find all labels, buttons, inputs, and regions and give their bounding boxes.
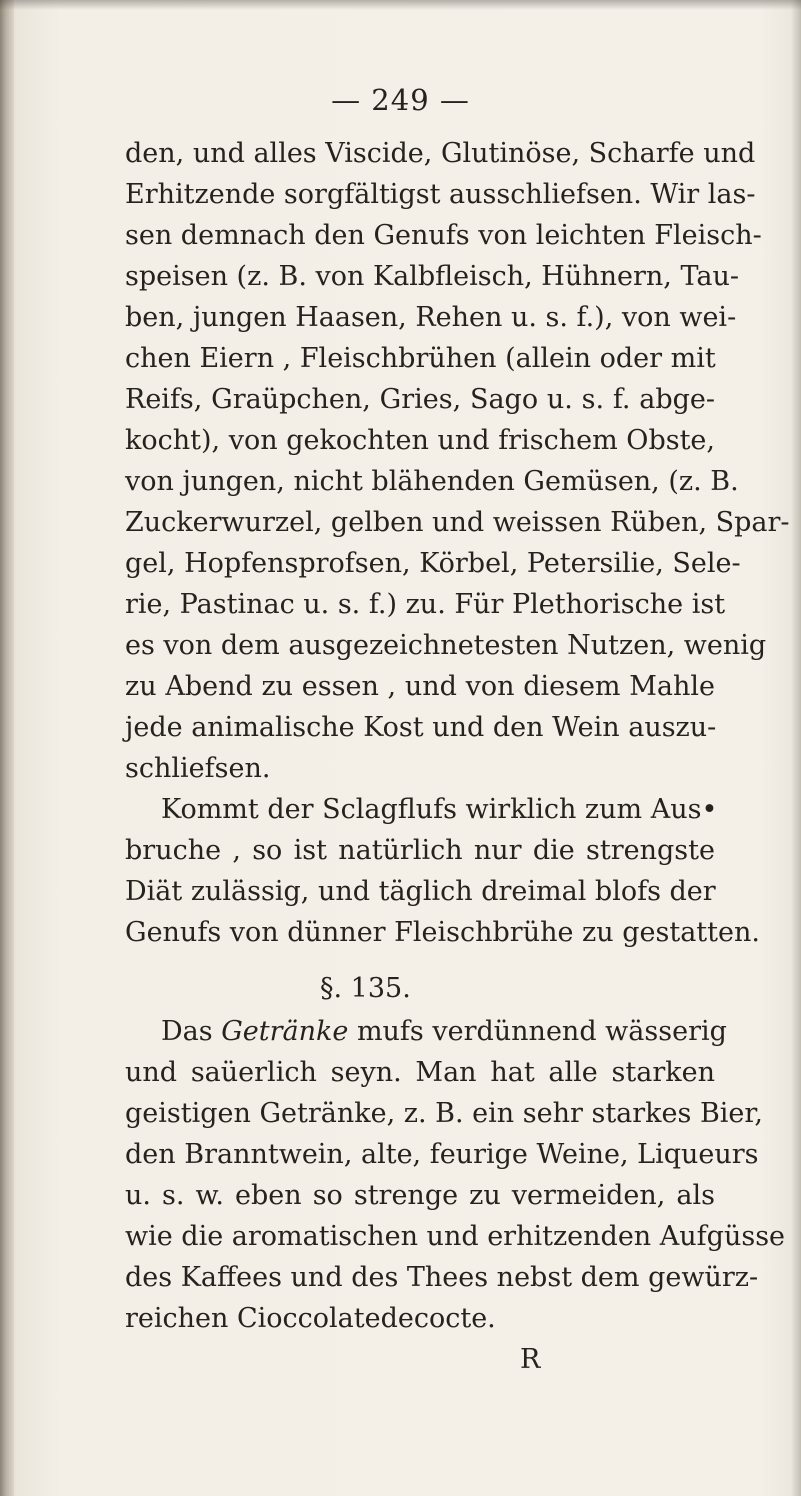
- paragraph-1: [125, 133, 790, 789]
- text-line: jede animalische Kost und den Wein auszu-: [125, 712, 717, 743]
- text-line: zu Abend zu essen , und von diesem Mahle: [125, 671, 715, 702]
- text-line: Reifs, Graüpchen, Gries, Sago u. s. f. abge-: [125, 384, 715, 415]
- text-line: es von dem ausgezeichnetesten Nutzen, wenig: [125, 630, 767, 661]
- text-line: gel, Hopfensprofsen, Körbel, Petersilie, Sele-: [125, 548, 741, 579]
- text-line: Erhitzende sorgfältigst ausschliefsen. Wir las-: [125, 179, 756, 210]
- page-number-header: — 249 —: [331, 83, 470, 117]
- page-right-edge: [791, 0, 801, 1496]
- text-line: speisen (z. B. von Kalbfleisch, Hühnern, Tau-: [125, 261, 739, 292]
- text-line: [125, 1011, 727, 1052]
- text-line: Diät zulässig, und täglich dreimal blofs der: [125, 876, 716, 907]
- text-line: u. s. w. eben so strenge zu vermeiden, als: [125, 1180, 715, 1211]
- section-number: §. 135.: [320, 973, 411, 1004]
- text-line: und saüerlich seyn. Man hat alle starken: [125, 1057, 715, 1088]
- text-run: mufs verdünnend wässerig: [356, 1016, 727, 1047]
- page-text: [125, 133, 790, 1380]
- text-line: den Branntwein, alte, feurige Weine, Liqueurs: [125, 1139, 759, 1170]
- text-line: Zuckerwurzel, gelben und weissen Rüben, Spar-: [125, 507, 790, 538]
- text-line: chen Eiern , Fleischbrühen (allein oder mit: [125, 343, 716, 374]
- text-line: bruche , so ist natürlich nur die strengste: [125, 835, 715, 866]
- text-line: schliefsen.: [125, 753, 271, 784]
- text-run: Das: [161, 1016, 213, 1047]
- text-line: des Kaffees und des Thees nebst dem gewürz-: [125, 1262, 759, 1293]
- paragraph-3: [125, 1011, 786, 1339]
- italic-term: Getränke: [221, 1016, 349, 1047]
- paragraph-2: [125, 789, 760, 953]
- catchword: R: [520, 1344, 541, 1375]
- page-top-edge: [0, 0, 801, 10]
- text-line: wie die aromatischen und erhitzenden Aufgüsse: [125, 1221, 786, 1252]
- text-line: sen demnach den Genufs von leichten Fleisch-: [125, 220, 762, 251]
- text-line: rie, Pastinac u. s. f.) zu. Für Plethorische ist: [125, 589, 726, 620]
- text-line: den, und alles Viscide, Glutinöse, Scharfe und: [125, 138, 756, 169]
- text-line: geistigen Getränke, z. B. ein sehr starkes Bier,: [125, 1098, 763, 1129]
- text-line: Kommt der Sclagflufs wirklich zum Aus•: [161, 794, 718, 825]
- text-line: ben, jungen Haasen, Rehen u. s. f.), von wei-: [125, 302, 737, 333]
- text-line: kocht), von gekochten und frischem Obste,: [125, 425, 715, 456]
- text-line: Genufs von dünner Fleischbrühe zu gestatten.: [125, 917, 760, 948]
- text-line: reichen Cioccolatedecocte.: [125, 1303, 496, 1334]
- text-line: von jungen, nicht blähenden Gemüsen, (z. B.: [125, 466, 739, 497]
- page-spine-shadow: [0, 0, 14, 1496]
